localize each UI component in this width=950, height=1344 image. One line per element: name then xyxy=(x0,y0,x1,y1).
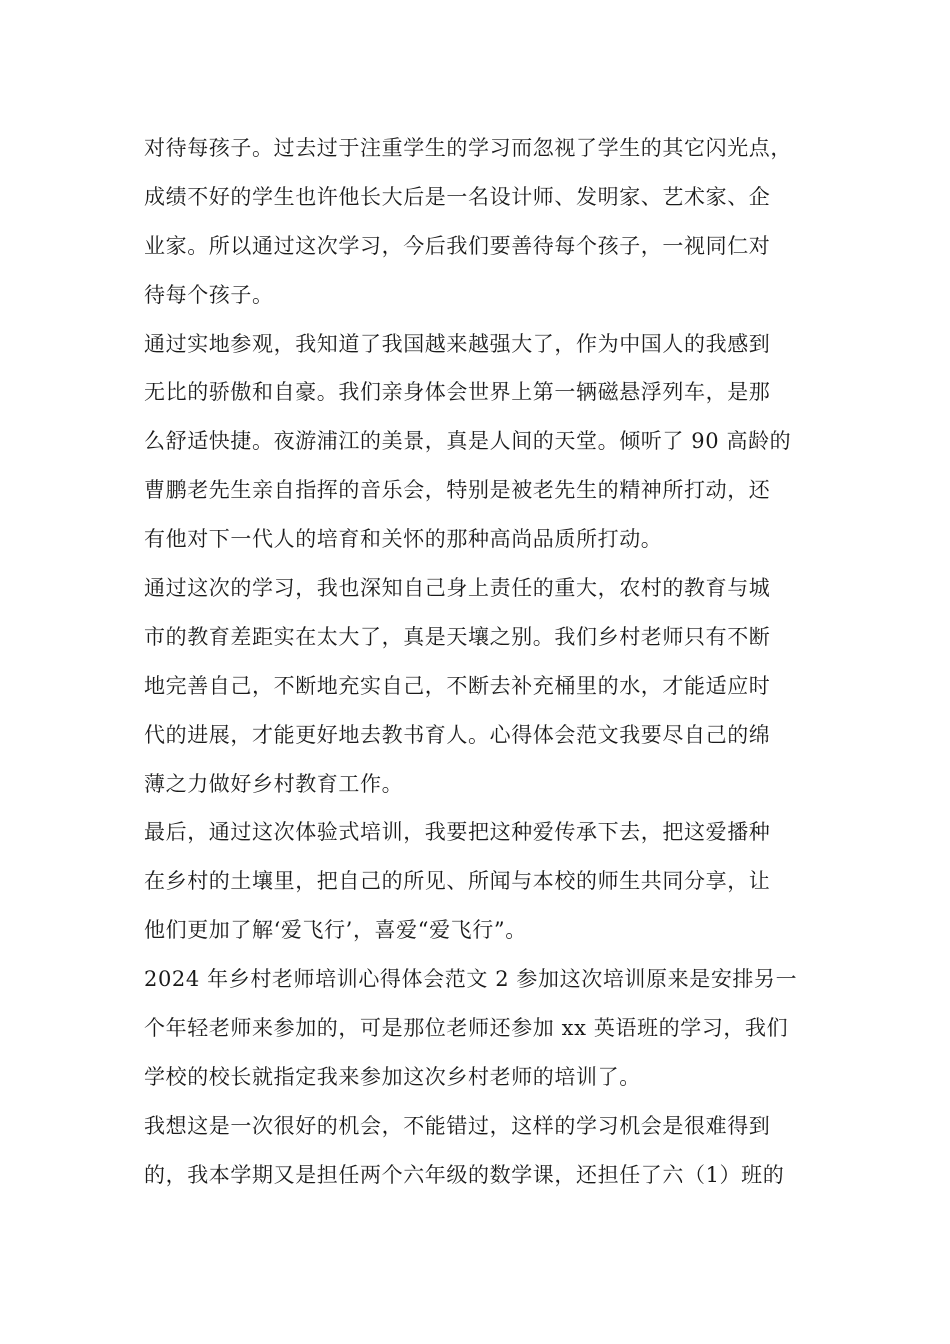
text-line: 的，我本学期又是担任两个六年级的数学课，还担任了六（1）班的 xyxy=(144,1162,785,1187)
paragraph-4 xyxy=(144,808,834,955)
text-line: 待每个孩子。 xyxy=(144,282,274,307)
text-line: 无比的骄傲和自豪。我们亲身体会世界上第一辆磁悬浮列车，是那 xyxy=(144,380,771,405)
text-line: 成绩不好的学生也许他长大后是一名设计师、发明家、艺术家、企 xyxy=(144,184,771,209)
text-line: 通过这次的学习，我也深知自己身上责任的重大，农村的教育与城 xyxy=(144,576,771,601)
text-line: 通过实地参观，我知道了我国越来越强大了，作为中国人的我感到 xyxy=(144,331,771,356)
text-line: 学校的校长就指定我来参加这次乡村老师的培训了。 xyxy=(144,1064,641,1089)
text-line: 么舒适快捷。夜游浦江的美景，真是人间的天堂。倾听了 90 高龄的 xyxy=(144,429,792,454)
text-line: 对待每孩子。过去过于注重学生的学习而忽视了学生的其它闪光点， xyxy=(144,136,792,160)
paragraph-6 xyxy=(144,1102,834,1200)
paragraph-3 xyxy=(144,564,834,808)
text-line: 他们更加了解‘爱飞行’，喜爱“爱飞行”。 xyxy=(144,918,527,943)
text-line: 地完善自己，不断地充实自己，不断去补充桶里的水，才能适应时 xyxy=(144,673,771,698)
text-line: 业家。所以通过这次学习，今后我们要善待每个孩子，一视同仁对 xyxy=(144,233,771,258)
text-line: 市的教育差距实在太大了，真是天壤之别。我们乡村老师只有不断 xyxy=(144,624,771,649)
paragraph-1 xyxy=(144,124,834,320)
text-line: 薄之力做好乡村教育工作。 xyxy=(144,771,404,796)
text-line: 曹鹏老先生亲自指挥的音乐会，特别是被老先生的精神所打动，还 xyxy=(144,478,771,503)
text-line: 在乡村的土壤里，把自己的所见、所闻与本校的师生共同分享，让 xyxy=(144,869,771,894)
document-body xyxy=(144,124,834,1200)
text-line: 有他对下一代人的培育和关怀的那种高尚品质所打动。 xyxy=(144,527,663,552)
paragraph-2 xyxy=(144,320,834,564)
text-line: 我想这是一次很好的机会，不能错过，这样的学习机会是很难得到 xyxy=(144,1113,771,1138)
text-line: 2024 年乡村老师培训心得体会范文 2 参加这次培训原来是安排另一 xyxy=(144,967,798,992)
text-line: 代的进展，才能更好地去教书育人。心得体会范文我要尽自己的绵 xyxy=(144,722,771,747)
text-line: 最后，通过这次体验式培训，我要把这种爱传承下去，把这爱播种 xyxy=(144,820,771,845)
text-line: 个年轻老师来参加的，可是那位老师还参加 xx 英语班的学习，我们 xyxy=(144,1016,789,1041)
paragraph-5 xyxy=(144,955,834,1102)
